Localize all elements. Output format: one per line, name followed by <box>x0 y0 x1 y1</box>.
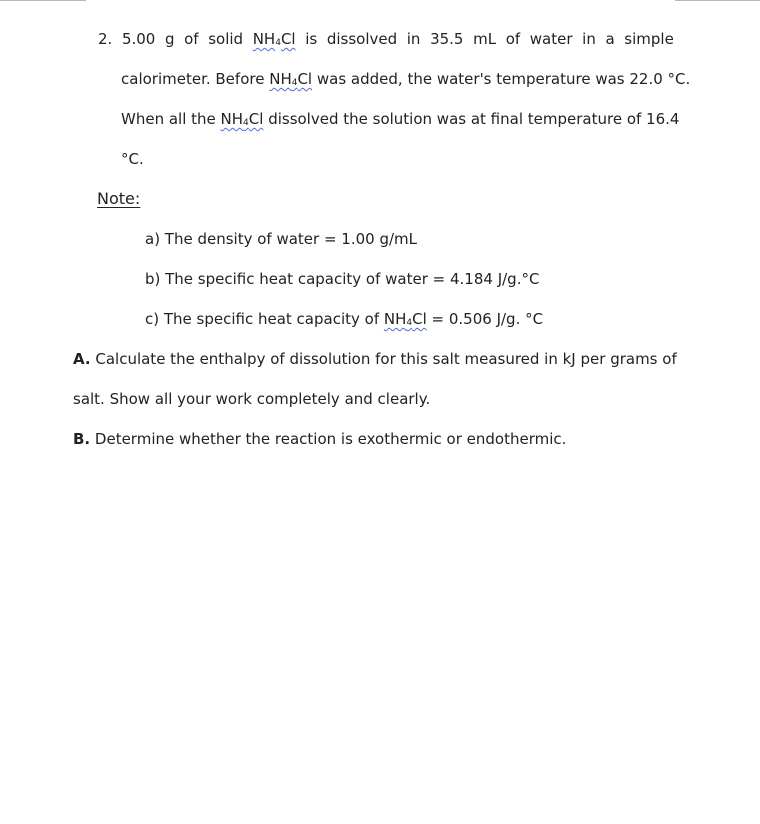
text: When all the <box>121 110 221 128</box>
problem-number: 2. <box>98 30 113 48</box>
word: g <box>164 30 175 48</box>
word: simple <box>624 30 674 48</box>
page-corner-mark-left <box>0 0 86 1</box>
text: Calculate the enthalpy of dissolution for this salt measured in kJ per grams of <box>90 350 677 368</box>
chemical-formula: NH4Cl <box>252 30 296 48</box>
text: dissolved the solution was at final temperature of 16.4 <box>263 110 680 128</box>
text: was added, the water's temperature was 22.0 °C. <box>312 70 691 88</box>
word: of <box>184 30 199 48</box>
word: in <box>582 30 596 48</box>
task-b-line <box>73 429 566 449</box>
task-a-line-2: salt. Show all your work completely and clearly. <box>73 390 431 408</box>
word: water <box>529 30 573 48</box>
task-a-label: A. <box>73 350 91 368</box>
page-corner-mark-right <box>675 0 760 1</box>
word: a <box>605 30 615 48</box>
text: calorimeter. Before <box>121 70 270 88</box>
word: solid <box>208 30 244 48</box>
word: 35.5 <box>430 30 464 48</box>
word: in <box>406 30 421 48</box>
chemical-formula: NH4Cl <box>269 70 313 88</box>
note-item-b: b) The specific heat capacity of water = 4.184 J/g.°C <box>145 270 540 288</box>
text: Determine whether the reaction is exothermic or endothermic. <box>90 430 567 448</box>
word: dissolved <box>326 30 398 48</box>
word: 5.00 <box>121 30 156 48</box>
problem-line-1 <box>98 29 674 53</box>
chemical-formula: NH4Cl <box>383 310 427 328</box>
problem-line-3 <box>121 109 679 133</box>
task-a-line-1 <box>73 349 677 369</box>
note-item-a: a) The density of water = 1.00 g/mL <box>145 230 418 248</box>
text: = 0.506 J/g. °C <box>426 310 544 328</box>
word: of <box>505 30 521 48</box>
word: mL <box>473 30 497 48</box>
chemical-formula: NH4Cl <box>220 110 264 128</box>
word: is <box>305 30 318 48</box>
note-label: Note: <box>97 189 141 208</box>
note-item-c <box>145 309 543 333</box>
task-b-label: B. <box>73 430 91 448</box>
text: c) The specific heat capacity of <box>145 310 384 328</box>
problem-line-4: °C. <box>121 150 144 168</box>
problem-line-2 <box>121 69 690 93</box>
